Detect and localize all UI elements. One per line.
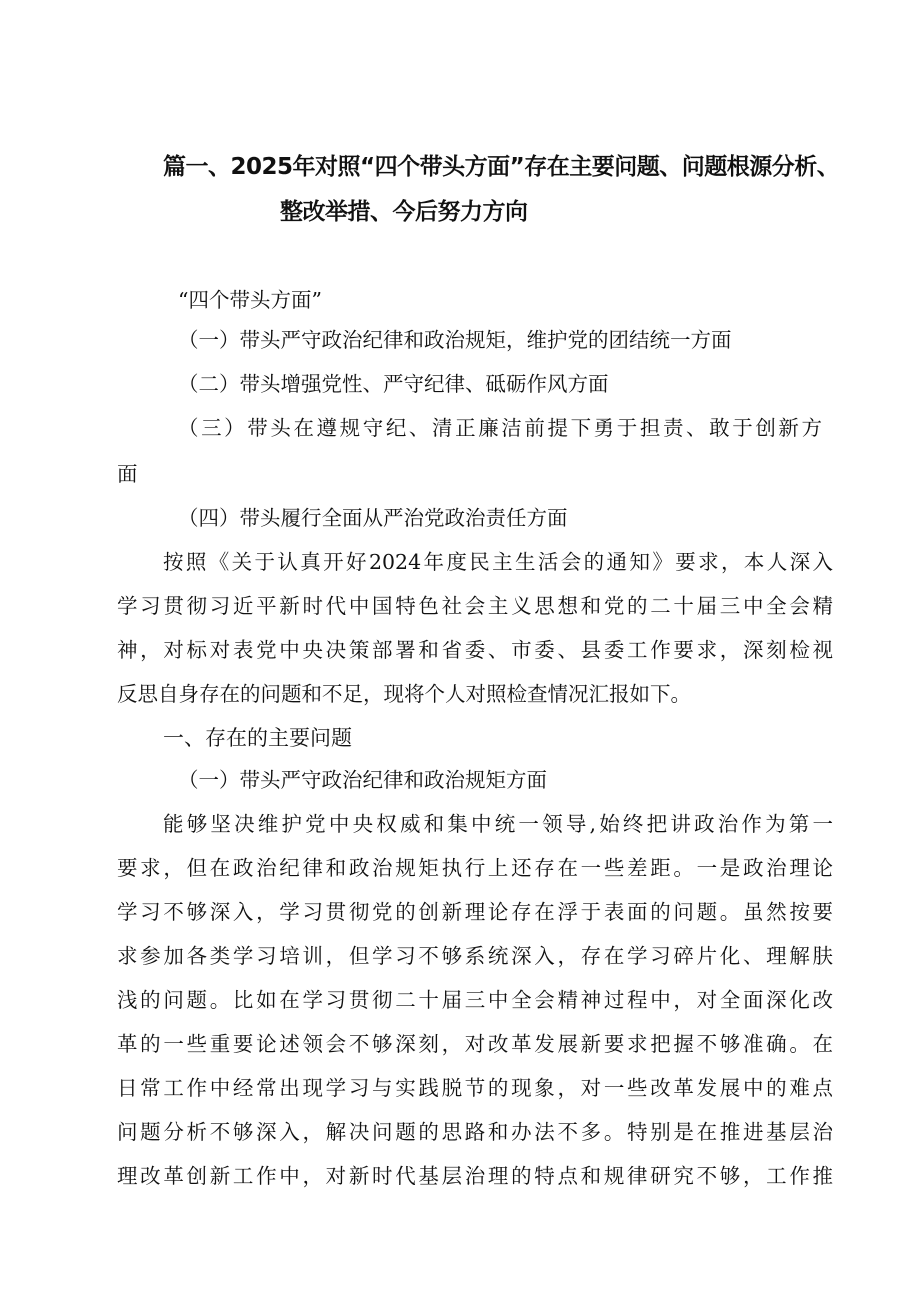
- body-paragraph-line: 问题分析不够深入，解决问题的思路和办法不多。特别是在推进基层治: [117, 1120, 833, 1144]
- body-paragraph-line: 浅的问题。比如在学习贯彻二十届三中全会精神过程中，对全面深化改: [117, 988, 833, 1012]
- aspect-item-1: （一）带头严守政治纪律和政治规矩，维护党的团结统一方面: [178, 328, 732, 352]
- intro-paragraph-line: 反思自身存在的问题和不足，现将个人对照检查情况汇报如下。: [117, 682, 691, 706]
- body-paragraph-line: 理改革创新工作中，对新时代基层治理的特点和规律研究不够，工作推: [117, 1164, 833, 1188]
- document-title-line-2: 整改举措、今后努力方向: [280, 199, 528, 225]
- intro-paragraph-line: 按照《关于认真开好2024年度民主生活会的通知》要求，本人深入: [163, 550, 833, 574]
- intro-paragraph-line: 神，对标对表党中央决策部署和省委、市委、县委工作要求，深刻检视: [117, 638, 833, 662]
- subsection-heading: （一）带头严守政治纪律和政治规矩方面: [178, 768, 547, 792]
- body-paragraph-line: 求参加各类学习培训，但学习不够系统深入，存在学习碎片化、理解肤: [117, 944, 833, 968]
- aspect-item-2: （二）带头增强党性、严守纪律、砥砺作风方面: [178, 372, 609, 396]
- section-heading: 一、存在的主要问题: [163, 726, 352, 750]
- aspect-item-3: （三）带头在遵规守纪、清正廉洁前提下勇于担责、敢于创新方: [178, 416, 822, 440]
- body-paragraph-line: 能够坚决维护党中央权威和集中统一领导,始终把讲政治作为第一: [163, 812, 833, 836]
- document-title-line-1: 篇一、2025年对照“四个带头方面”存在主要问题、问题根源分析、: [163, 154, 840, 180]
- four-aspects-label: “四个带头方面”: [178, 288, 322, 312]
- body-paragraph-line: 日常工作中经常出现学习与实践脱节的现象，对一些改革发展中的难点: [117, 1076, 833, 1100]
- body-paragraph-line: 学习不够深入，学习贯彻党的创新理论存在浮于表面的问题。虽然按要: [117, 900, 833, 924]
- body-paragraph-line: 要求，但在政治纪律和政治规矩执行上还存在一些差距。一是政治理论: [117, 856, 833, 880]
- aspect-item-4: （四）带头履行全面从严治党政治责任方面: [178, 506, 568, 530]
- aspect-item-3-continued: 面: [117, 462, 138, 486]
- intro-paragraph-line: 学习贯彻习近平新时代中国特色社会主义思想和党的二十届三中全会精: [117, 594, 833, 618]
- body-paragraph-line: 革的一些重要论述领会不够深刻，对改革发展新要求把握不够准确。在: [117, 1032, 833, 1056]
